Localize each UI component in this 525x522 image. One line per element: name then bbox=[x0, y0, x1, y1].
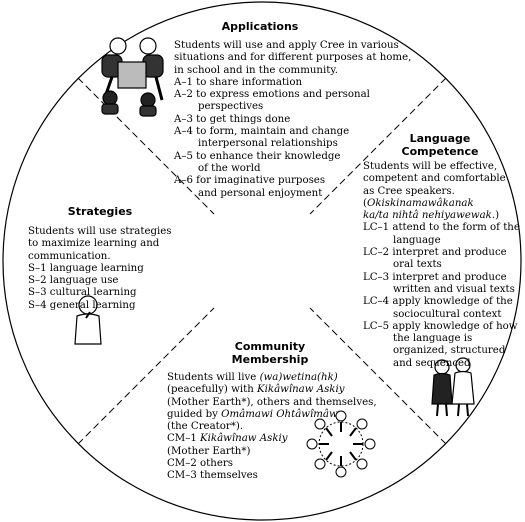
strategies-block bbox=[28, 226, 172, 312]
community-cree-term: Kikâwînaw Askiy bbox=[200, 433, 288, 445]
outcome-lc4-continued: sociocultural context bbox=[393, 308, 502, 320]
community-intro-line: (Mother Earth*), others and themselves, bbox=[167, 396, 377, 408]
outcome-cm1 bbox=[167, 433, 377, 445]
outcome-lc2-continued: oral texts bbox=[393, 259, 442, 271]
language-competence-title bbox=[390, 132, 490, 158]
cree-phrase-line1 bbox=[363, 198, 520, 210]
community-intro-line: (the Creator*). bbox=[167, 421, 244, 433]
lc-intro-line: Students will be effective, bbox=[363, 161, 498, 172]
community-cree-term: Omâmawi Ohtâwîmâw bbox=[221, 408, 338, 420]
outcome-a5-continued: of the world bbox=[198, 162, 261, 174]
outcome-lc5-continued: organized, structured bbox=[393, 345, 506, 357]
language-competence-title-line2: Competence bbox=[401, 145, 479, 158]
strategies-intro-line: to maximize learning and bbox=[28, 238, 160, 250]
community-intro-line bbox=[167, 384, 377, 396]
cree-phrase-part1: Okiskinamawâkanak bbox=[366, 197, 474, 209]
outcome-lc3: LC–3 interpret and produce bbox=[363, 271, 507, 283]
community-cree-term: (wa)wetina(hk) bbox=[259, 372, 338, 383]
community-intro-line bbox=[167, 372, 377, 384]
cree-phrase-close: .) bbox=[491, 210, 500, 222]
outcome-lc5-continued: and sequenced bbox=[393, 357, 471, 369]
community-text: (peacefully) with bbox=[167, 384, 258, 396]
cree-phrase-line2 bbox=[363, 210, 520, 222]
outcome-a4-continued: interpersonal relationships bbox=[198, 138, 338, 150]
applications-intro-line: in school and in the community. bbox=[174, 64, 338, 76]
outcome-a1: A–1 to share information bbox=[174, 76, 303, 88]
lc-intro-line: competent and comfortable bbox=[363, 173, 506, 185]
outcome-s4: S–4 general learning bbox=[28, 299, 136, 311]
strategies-intro-line: communication. bbox=[28, 250, 111, 262]
language-competence-title-line1: Language bbox=[409, 132, 471, 145]
outcome-lc5: LC–5 apply knowledge of how bbox=[363, 320, 518, 332]
cree-phrase-open: ( bbox=[363, 197, 367, 209]
outcome-code: CM–1 bbox=[167, 433, 201, 445]
outcome-a2: A–2 to express emotions and personal bbox=[174, 89, 370, 101]
outcome-lc2: LC–2 interpret and produce bbox=[363, 247, 507, 259]
community-cree-term: Kikâwînaw Askiy bbox=[257, 384, 345, 396]
applications-intro-line: situations and for different purposes at home, bbox=[174, 52, 412, 64]
outcome-a2-continued: perspectives bbox=[198, 101, 264, 113]
language-competence-block bbox=[363, 161, 520, 370]
lc-intro-line: as Cree speakers. bbox=[363, 185, 455, 197]
outcome-lc1: LC–1 attend to the form of the bbox=[363, 222, 520, 234]
strategies-title: Strategies bbox=[67, 205, 133, 218]
applications-intro-line: Students will use and apply Cree in various bbox=[174, 40, 399, 51]
cree-phrase-part2: ka/ta nihtâ nehiyawewak bbox=[363, 210, 492, 222]
outcome-a6: A–6 for imaginative purposes bbox=[174, 175, 326, 187]
community-membership-title bbox=[220, 340, 320, 366]
community-title-line2: Membership bbox=[231, 353, 309, 366]
outcome-s1: S–1 language learning bbox=[28, 262, 144, 274]
outcome-cm1-continued: (Mother Earth*) bbox=[167, 445, 251, 457]
group-at-table-illustration bbox=[102, 38, 163, 116]
outcome-a3: A–3 to get things done bbox=[174, 113, 291, 125]
outcome-lc5-continued: the language is bbox=[393, 333, 473, 345]
outcome-s2: S–2 language use bbox=[28, 275, 119, 287]
community-text: guided by bbox=[167, 408, 222, 420]
outcome-a5: A–5 to enhance their knowledge bbox=[174, 150, 341, 162]
community-intro-line bbox=[167, 409, 377, 421]
outcome-lc3-continued: written and visual texts bbox=[393, 283, 515, 295]
outcome-cm2: CM–2 others bbox=[167, 458, 233, 470]
outcome-cm3: CM–3 themselves bbox=[167, 470, 258, 482]
outcome-s3: S–3 cultural learning bbox=[28, 287, 137, 299]
strategies-intro-line: Students will use strategies bbox=[28, 226, 172, 237]
community-text: Students will live bbox=[167, 372, 260, 383]
outcome-a4: A–4 to form, maintain and change bbox=[174, 126, 350, 138]
outcome-a6-continued: and personal enjoyment bbox=[198, 187, 323, 199]
community-block bbox=[167, 372, 377, 483]
applications-title: Applications bbox=[221, 20, 299, 33]
outcome-lc4: LC–4 apply knowledge of the bbox=[363, 296, 513, 308]
community-title-line1: Community bbox=[234, 340, 306, 353]
outcome-lc1-continued: language bbox=[393, 234, 441, 246]
